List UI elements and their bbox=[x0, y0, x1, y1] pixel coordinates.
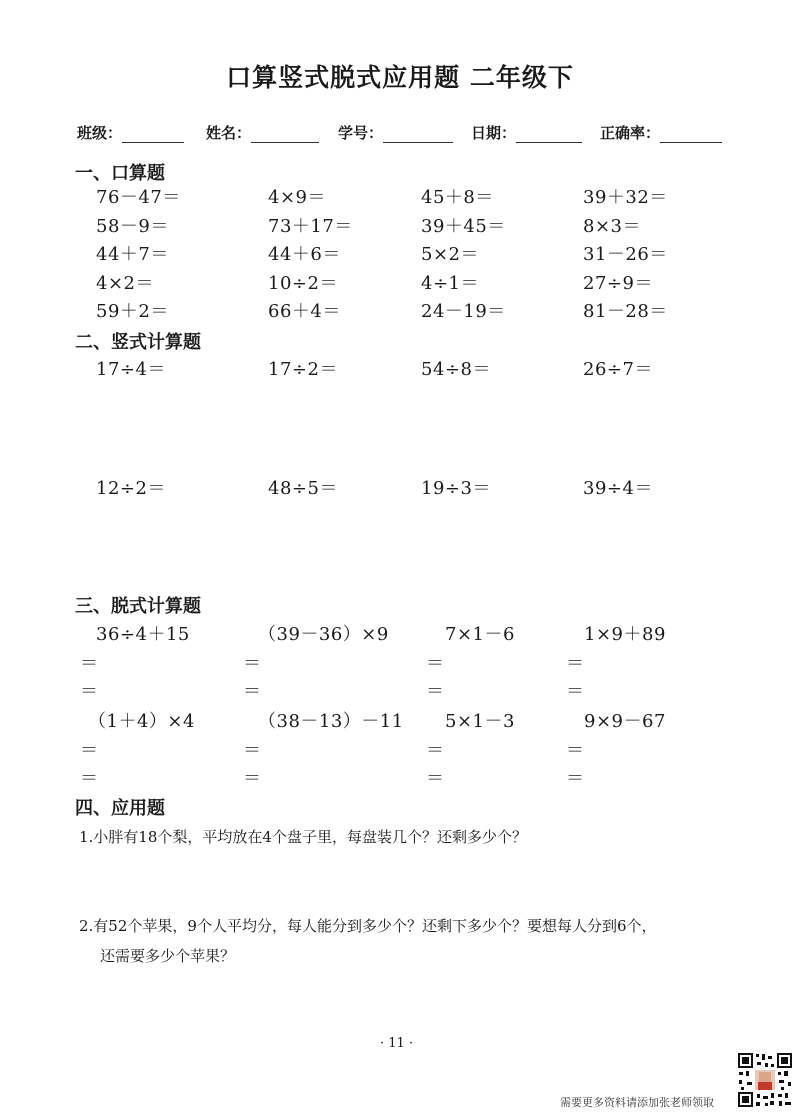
answer-equals: ＝ bbox=[426, 681, 445, 702]
accuracy-label: 正确率： bbox=[600, 124, 661, 142]
student-id-field bbox=[338, 122, 453, 143]
vertical-problem: 48÷5＝ bbox=[268, 478, 338, 499]
mental-problem: 5×2＝ bbox=[421, 244, 479, 265]
mental-problem: 24－19＝ bbox=[421, 301, 506, 322]
name-label: 姓名： bbox=[206, 124, 252, 142]
word-problem-2-line-2: 还需要多少个苹果？ bbox=[100, 947, 236, 965]
stepwise-problem: （38－13）－11 bbox=[258, 711, 404, 732]
page-title: 口算竖式脱式应用题 二年级下 bbox=[226, 63, 574, 92]
mental-problem: 27÷9＝ bbox=[583, 273, 653, 294]
date-label: 日期： bbox=[471, 124, 517, 142]
stepwise-problem: 7×1－6 bbox=[445, 624, 515, 645]
mental-problem: 66＋4＝ bbox=[268, 301, 341, 322]
mental-problem: 39＋32＝ bbox=[583, 187, 668, 208]
answer-equals: ＝ bbox=[243, 740, 262, 761]
section-stepwise-calc-heading: 三、脱式计算题 bbox=[75, 596, 201, 617]
answer-equals: ＝ bbox=[566, 768, 585, 789]
mental-problem: 4÷1＝ bbox=[421, 273, 479, 294]
page-number: · 11 · bbox=[380, 1036, 414, 1051]
stepwise-problem: （1＋4）×4 bbox=[88, 711, 195, 732]
vertical-problem: 54÷8＝ bbox=[421, 359, 491, 380]
mental-problem: 73＋17＝ bbox=[268, 216, 353, 237]
word-problem-1: 1.小胖有18个梨，平均放在4个盘子里，每盘装几个？还剩多少个？ bbox=[79, 828, 527, 846]
mental-problem: 76－47＝ bbox=[96, 187, 181, 208]
mental-problem: 45＋8＝ bbox=[421, 187, 494, 208]
answer-equals: ＝ bbox=[426, 653, 445, 674]
answer-equals: ＝ bbox=[243, 653, 262, 674]
answer-equals: ＝ bbox=[426, 740, 445, 761]
mental-problem: 58－9＝ bbox=[96, 216, 169, 237]
footer-contact-note: 需要更多资料请添加张老师领取 bbox=[560, 1096, 714, 1109]
date-blank[interactable] bbox=[516, 127, 582, 143]
answer-equals: ＝ bbox=[243, 681, 262, 702]
vertical-problem: 12÷2＝ bbox=[96, 478, 166, 499]
word-problem-2-line-1: 2.有52个苹果，9个人平均分，每人能分到多少个？还剩下多少个？要想每人分到6个， bbox=[79, 917, 657, 935]
mental-problem: 31－26＝ bbox=[583, 244, 668, 265]
mental-problem: 59＋2＝ bbox=[96, 301, 169, 322]
name-blank[interactable] bbox=[251, 127, 319, 143]
mental-problem: 10÷2＝ bbox=[268, 273, 338, 294]
answer-equals: ＝ bbox=[243, 768, 262, 789]
answer-equals: ＝ bbox=[80, 740, 99, 761]
section-mental-math-heading: 一、口算题 bbox=[75, 163, 165, 184]
stepwise-problem: 1×9＋89 bbox=[584, 624, 666, 645]
date-field bbox=[471, 122, 582, 143]
name-field bbox=[206, 122, 319, 143]
answer-equals: ＝ bbox=[566, 681, 585, 702]
stepwise-problem: 9×9－67 bbox=[584, 711, 666, 732]
stepwise-problem: （39－36）×9 bbox=[258, 624, 389, 645]
class-label: 班级： bbox=[77, 124, 123, 142]
answer-equals: ＝ bbox=[566, 653, 585, 674]
mental-problem: 39＋45＝ bbox=[421, 216, 506, 237]
vertical-problem: 17÷4＝ bbox=[96, 359, 166, 380]
mental-problem: 4×9＝ bbox=[268, 187, 326, 208]
class-field bbox=[77, 122, 184, 143]
section-vertical-calc-heading: 二、竖式计算题 bbox=[75, 332, 201, 353]
student-id-label: 学号： bbox=[338, 124, 384, 142]
section-word-problems-heading: 四、应用题 bbox=[75, 798, 165, 819]
answer-equals: ＝ bbox=[426, 768, 445, 789]
stepwise-problem: 5×1－3 bbox=[445, 711, 515, 732]
vertical-problem: 39÷4＝ bbox=[583, 478, 653, 499]
vertical-problem: 17÷2＝ bbox=[268, 359, 338, 380]
answer-equals: ＝ bbox=[80, 653, 99, 674]
mental-problem: 4×2＝ bbox=[96, 273, 154, 294]
mental-problem: 8×3＝ bbox=[583, 216, 641, 237]
answer-equals: ＝ bbox=[566, 740, 585, 761]
class-blank[interactable] bbox=[122, 127, 184, 143]
accuracy-blank[interactable] bbox=[660, 127, 722, 143]
answer-equals: ＝ bbox=[80, 681, 99, 702]
mental-problem: 44＋6＝ bbox=[268, 244, 341, 265]
accuracy-field bbox=[600, 122, 722, 143]
qr-code-icon bbox=[737, 1052, 793, 1108]
vertical-problem: 26÷7＝ bbox=[583, 359, 653, 380]
vertical-problem: 19÷3＝ bbox=[421, 478, 491, 499]
stepwise-problem: 36÷4＋15 bbox=[96, 624, 190, 645]
answer-equals: ＝ bbox=[80, 768, 99, 789]
student-id-blank[interactable] bbox=[383, 127, 453, 143]
mental-problem: 81－28＝ bbox=[583, 301, 668, 322]
mental-problem: 44＋7＝ bbox=[96, 244, 169, 265]
